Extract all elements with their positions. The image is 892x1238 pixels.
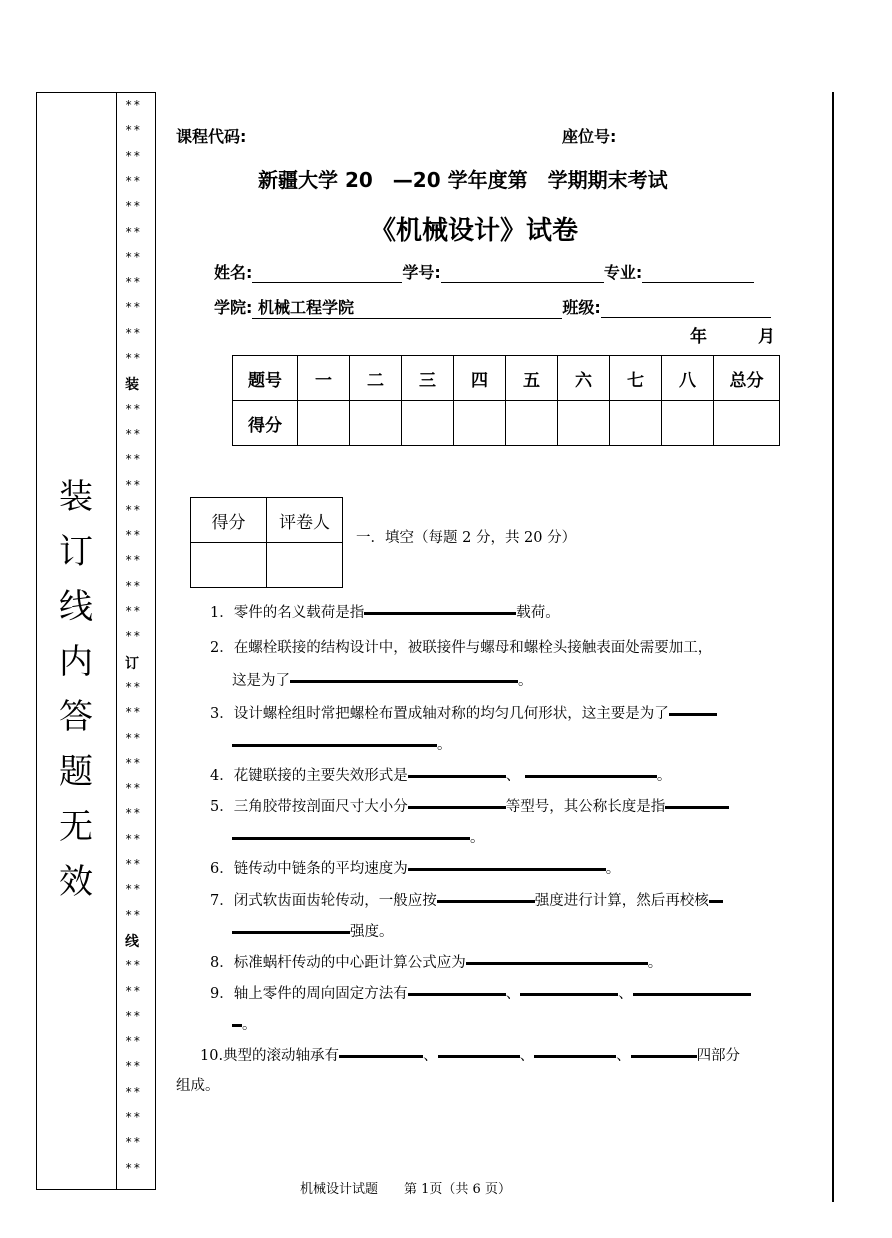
course-code-label: 课程代码: bbox=[176, 127, 247, 146]
binding-star-mark: ** bbox=[125, 426, 142, 441]
answer-blank[interactable] bbox=[631, 1055, 697, 1058]
score-table-score-row bbox=[233, 401, 780, 446]
answer-blank[interactable] bbox=[525, 775, 657, 778]
question-4 bbox=[210, 764, 671, 785]
binding-star-mark: ** bbox=[125, 629, 142, 644]
college-row bbox=[214, 295, 771, 319]
answer-blank[interactable] bbox=[408, 993, 506, 996]
question-text: 强度进行计算，然后再校核 bbox=[534, 893, 709, 909]
question-text: 4．花键联接的主要失效形式是 bbox=[210, 768, 408, 784]
class-label: 班级: bbox=[562, 298, 601, 317]
answer-blank[interactable] bbox=[232, 1024, 242, 1027]
question-text: 5．三角胶带按剖面尺寸大小分 bbox=[210, 799, 408, 815]
question-text: 、 bbox=[423, 1048, 438, 1064]
answer-blank[interactable] bbox=[466, 962, 648, 965]
question-col: 七 bbox=[610, 356, 662, 401]
question-10-cont bbox=[176, 1074, 220, 1095]
question-text: 、 bbox=[505, 768, 521, 784]
score-cell[interactable] bbox=[714, 401, 780, 446]
student-id-field[interactable] bbox=[441, 263, 604, 283]
question-col: 一 bbox=[298, 356, 350, 401]
college-label: 学院: bbox=[214, 298, 253, 317]
binding-star-mark: ** bbox=[125, 857, 142, 871]
question-text: 。 bbox=[518, 673, 533, 689]
binding-mark-char: 装 bbox=[125, 377, 139, 394]
question-col: 八 bbox=[662, 356, 714, 401]
answer-blank[interactable] bbox=[339, 1055, 423, 1058]
score-cell[interactable] bbox=[350, 401, 402, 446]
question-text: 。 bbox=[605, 861, 621, 877]
answer-blank[interactable] bbox=[709, 900, 723, 903]
question-text: 这是为了 bbox=[232, 673, 290, 689]
question-text: 四部分 bbox=[696, 1048, 741, 1064]
year-label: 年 bbox=[690, 327, 707, 347]
question-text: 等型号，其公称长度是指 bbox=[505, 799, 666, 815]
answer-blank[interactable] bbox=[665, 806, 729, 809]
binding-star-mark: ** bbox=[125, 148, 142, 163]
college-value: 机械工程学院 bbox=[257, 298, 354, 317]
question-text: 10.典型的滚动轴承有 bbox=[200, 1048, 340, 1064]
grader-name-cell[interactable] bbox=[267, 543, 343, 588]
binding-char: 无 bbox=[59, 807, 93, 847]
page-footer: 机械设计试题 第 1页（共 6 页） bbox=[300, 1182, 511, 1197]
score-table-header-row bbox=[233, 356, 780, 401]
question-text: 。 bbox=[647, 955, 663, 971]
binding-star-mark: ** bbox=[125, 528, 142, 543]
question-5 bbox=[210, 795, 729, 816]
question-10 bbox=[200, 1044, 740, 1065]
grader-score-label: 得分 bbox=[191, 498, 267, 543]
binding-star-mark: ** bbox=[125, 755, 142, 770]
question-text: 。 bbox=[242, 1017, 257, 1033]
binding-star-mark: ** bbox=[125, 1059, 142, 1074]
question-8 bbox=[210, 951, 662, 972]
binding-star-mark: ** bbox=[125, 98, 142, 112]
binding-star-mark: ** bbox=[125, 249, 142, 264]
student-id-label: 学号: bbox=[402, 263, 441, 282]
score-cell[interactable] bbox=[402, 401, 454, 446]
question-number-header: 题号 bbox=[233, 356, 298, 401]
question-2-cont bbox=[232, 669, 533, 690]
question-text: 组成。 bbox=[176, 1078, 220, 1094]
binding-star-mark: ** bbox=[125, 275, 142, 290]
grader-score-cell[interactable] bbox=[191, 543, 267, 588]
answer-blank[interactable] bbox=[669, 713, 717, 716]
question-text: 9．轴上零件的周向固定方法有 bbox=[210, 986, 408, 1002]
binding-star-mark: ** bbox=[125, 1160, 142, 1175]
binding-mark-char: 线 bbox=[125, 933, 139, 950]
binding-star-mark: ** bbox=[125, 553, 142, 568]
major-label: 专业: bbox=[603, 263, 643, 282]
binding-char: 题 bbox=[59, 752, 93, 792]
question-text: 、 bbox=[618, 986, 633, 1002]
question-7 bbox=[210, 889, 723, 910]
question-col: 二 bbox=[350, 356, 402, 401]
exam-title: 新疆大学 20 —20 学年度第 学期期末考试 bbox=[258, 168, 668, 192]
binding-star-mark: ** bbox=[125, 199, 142, 214]
answer-blank[interactable] bbox=[633, 993, 751, 996]
score-cell[interactable] bbox=[506, 401, 558, 446]
major-field[interactable] bbox=[642, 263, 754, 283]
binding-star-mark: ** bbox=[125, 983, 142, 998]
question-3 bbox=[210, 702, 717, 723]
seat-label: 座位号: bbox=[562, 127, 617, 146]
binding-star-mark: ** bbox=[125, 401, 142, 416]
question-1 bbox=[210, 601, 560, 622]
name-label: 姓名: bbox=[214, 263, 253, 282]
answer-blank[interactable] bbox=[437, 900, 535, 903]
paper-title: 《机械设计》试卷 bbox=[370, 216, 579, 246]
total-score-header: 总分 bbox=[714, 356, 780, 401]
question-col: 四 bbox=[454, 356, 506, 401]
question-text: 6．链传动中链条的平均速度为 bbox=[210, 861, 408, 877]
question-text: 。 bbox=[470, 830, 485, 846]
question-3-cont bbox=[232, 733, 452, 754]
class-field[interactable] bbox=[601, 298, 771, 318]
answer-blank[interactable] bbox=[364, 612, 516, 615]
question-9 bbox=[210, 982, 751, 1003]
score-cell[interactable] bbox=[662, 401, 714, 446]
grader-box bbox=[190, 497, 343, 588]
question-text: 载荷。 bbox=[516, 605, 560, 621]
answer-blank[interactable] bbox=[408, 868, 606, 871]
question-text: 1．零件的名义载荷是指 bbox=[210, 605, 365, 621]
binding-star-mark: ** bbox=[125, 907, 142, 922]
question-text: 强度。 bbox=[350, 924, 394, 940]
binding-star-mark: ** bbox=[125, 806, 142, 821]
binding-star-mark: ** bbox=[125, 781, 142, 796]
right-margin-rule bbox=[832, 92, 834, 1202]
binding-star-mark: ** bbox=[125, 1135, 142, 1150]
binding-star-mark: ** bbox=[125, 604, 142, 618]
score-row-label: 得分 bbox=[233, 401, 298, 446]
question-text: 。 bbox=[437, 737, 452, 753]
answer-blank[interactable] bbox=[290, 680, 518, 683]
binding-star-mark: ** bbox=[125, 173, 142, 188]
binding-star-mark: ** bbox=[125, 1110, 142, 1124]
answer-blank[interactable] bbox=[408, 775, 506, 778]
binding-char: 内 bbox=[59, 642, 93, 682]
answer-blank[interactable] bbox=[534, 1055, 616, 1058]
binding-star-mark: ** bbox=[125, 477, 142, 492]
question-2 bbox=[210, 636, 712, 657]
binding-char: 答 bbox=[59, 697, 93, 737]
question-col: 三 bbox=[402, 356, 454, 401]
binding-notice bbox=[52, 470, 100, 910]
question-7-cont bbox=[232, 920, 394, 941]
binding-star-mark: ** bbox=[125, 679, 142, 694]
score-cell[interactable] bbox=[610, 401, 662, 446]
grader-name-label: 评卷人 bbox=[267, 498, 343, 543]
question-text: 8．标准蜗杆传动的中心距计算公式应为 bbox=[210, 955, 466, 971]
question-col: 六 bbox=[558, 356, 610, 401]
binding-star-mark: ** bbox=[125, 578, 142, 593]
binding-star-mark: ** bbox=[125, 705, 142, 720]
binding-star-mark: ** bbox=[125, 1034, 142, 1049]
binding-star-mark: ** bbox=[125, 123, 142, 138]
binding-star-mark: ** bbox=[125, 1084, 142, 1099]
binding-char: 装 bbox=[59, 477, 93, 517]
binding-star-mark: ** bbox=[125, 730, 142, 745]
question-9-cont bbox=[232, 1013, 257, 1034]
question-text: 。 bbox=[656, 768, 672, 784]
section-title: 一．填空（每题 2 分，共 20 分） bbox=[356, 530, 577, 546]
binding-star-mark: ** bbox=[125, 831, 142, 846]
answer-blank[interactable] bbox=[438, 1055, 520, 1058]
score-table bbox=[232, 355, 780, 446]
question-text: 、 bbox=[616, 1048, 631, 1064]
score-cell[interactable] bbox=[558, 401, 610, 446]
binding-star-mark: ** bbox=[125, 351, 142, 365]
question-5-cont bbox=[232, 826, 485, 847]
binding-star-mark: ** bbox=[125, 452, 142, 467]
question-col: 五 bbox=[506, 356, 558, 401]
score-cell[interactable] bbox=[454, 401, 506, 446]
binding-mark-char: 订 bbox=[125, 655, 139, 672]
binding-star-mark: ** bbox=[125, 300, 142, 315]
binding-star-mark: ** bbox=[125, 502, 142, 517]
binding-star-mark: ** bbox=[125, 224, 142, 239]
binding-star-mark: ** bbox=[125, 1008, 142, 1023]
binding-star-mark: ** bbox=[125, 325, 142, 340]
answer-blank[interactable] bbox=[232, 744, 437, 747]
question-6 bbox=[210, 857, 620, 878]
name-field[interactable] bbox=[252, 263, 402, 283]
binding-star-mark: ** bbox=[125, 958, 142, 973]
binding-char: 线 bbox=[59, 587, 93, 627]
question-text: 3．设计螺栓组时常把螺栓布置成轴对称的均匀几何形状，这主要是为了 bbox=[210, 706, 669, 722]
question-text: 2．在螺栓联接的结构设计中，被联接件与螺母和螺栓头接触表面处需要加工， bbox=[210, 640, 713, 656]
question-text: 、 bbox=[519, 1048, 535, 1064]
answer-blank[interactable] bbox=[232, 931, 350, 934]
answer-blank[interactable] bbox=[520, 993, 618, 996]
question-text: 7．闭式软齿面齿轮传动，一般应按 bbox=[210, 893, 437, 909]
college-field bbox=[252, 295, 562, 319]
binding-char: 效 bbox=[59, 862, 93, 902]
answer-blank[interactable] bbox=[408, 806, 506, 809]
question-text: 、 bbox=[505, 986, 521, 1002]
score-cell[interactable] bbox=[298, 401, 350, 446]
binding-char: 订 bbox=[59, 532, 93, 572]
student-info-row bbox=[214, 260, 754, 283]
binding-star-column bbox=[116, 92, 156, 1190]
answer-blank[interactable] bbox=[232, 837, 470, 840]
month-label: 月 bbox=[758, 327, 775, 347]
binding-star-mark: ** bbox=[125, 882, 142, 897]
